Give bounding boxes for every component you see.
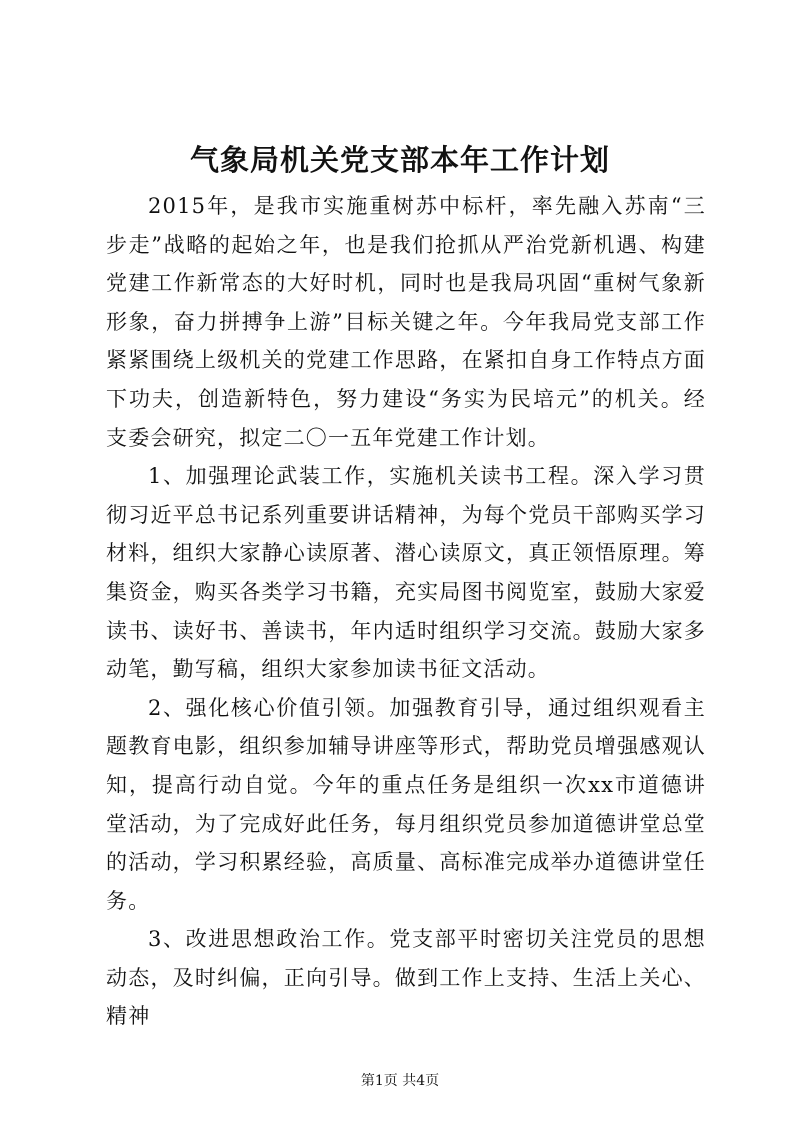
page-number-footer: 第1页 共4页: [360, 1073, 440, 1089]
paragraph-item-2: 2、强化核心价值引领。加强教育引导，通过组织观看主题教育电影，组织参加辅导讲座等形式，帮助党员增强感观认知，提高行动自觉。今年的重点任务是组织一次xx市道德讲堂活动，为了完成好此任务，每月组织党员参加道德讲堂总堂的活动，学习积累经验，高质量、高标准完成举办道德讲堂任务。: [106, 695, 706, 913]
paragraph-item-1: 1、加强理论武装工作，实施机关读书工程。深入学习贯彻习近平总书记系列重要讲话精神，为每个党员干部购买学习材料，组织大家静心读原著、潜心读原文，真正领悟原理。筹集资金，购买各类学习书籍，充实局图书阅览室，鼓励大家爱读书、读好书、善读书，年内适时组织学习交流。鼓励大家多动笔，勤写稿，组织大家参加读书征文活动。: [106, 464, 706, 682]
document-title: 气象局机关党支部本年工作计划: [189, 143, 610, 177]
paragraph-item-3: 3、改进思想政治工作。党支部平时密切关注党员的思想动态，及时纠偏，正向引导。做到工作上支持、生活上关心、精神: [106, 927, 706, 1029]
paragraph-intro: 2015年，是我市实施重树苏中标杆，率先融入苏南“三步走”战略的起始之年，也是我们抢抓从严治党新机遇、构建党建工作新常态的大好时机，同时也是我局巩固“重树气象新形象，奋力拼搏争上游”目标关键之年。今年我局党支部工作紧紧围绕上级机关的党建工作思路，在紧扣自身工作特点方面下功夫，创造新特色，努力建设“务实为民培元”的机关。经支委会研究，拟定二〇一五年党建工作计划。: [106, 194, 706, 450]
document-body: [106, 187, 706, 1036]
